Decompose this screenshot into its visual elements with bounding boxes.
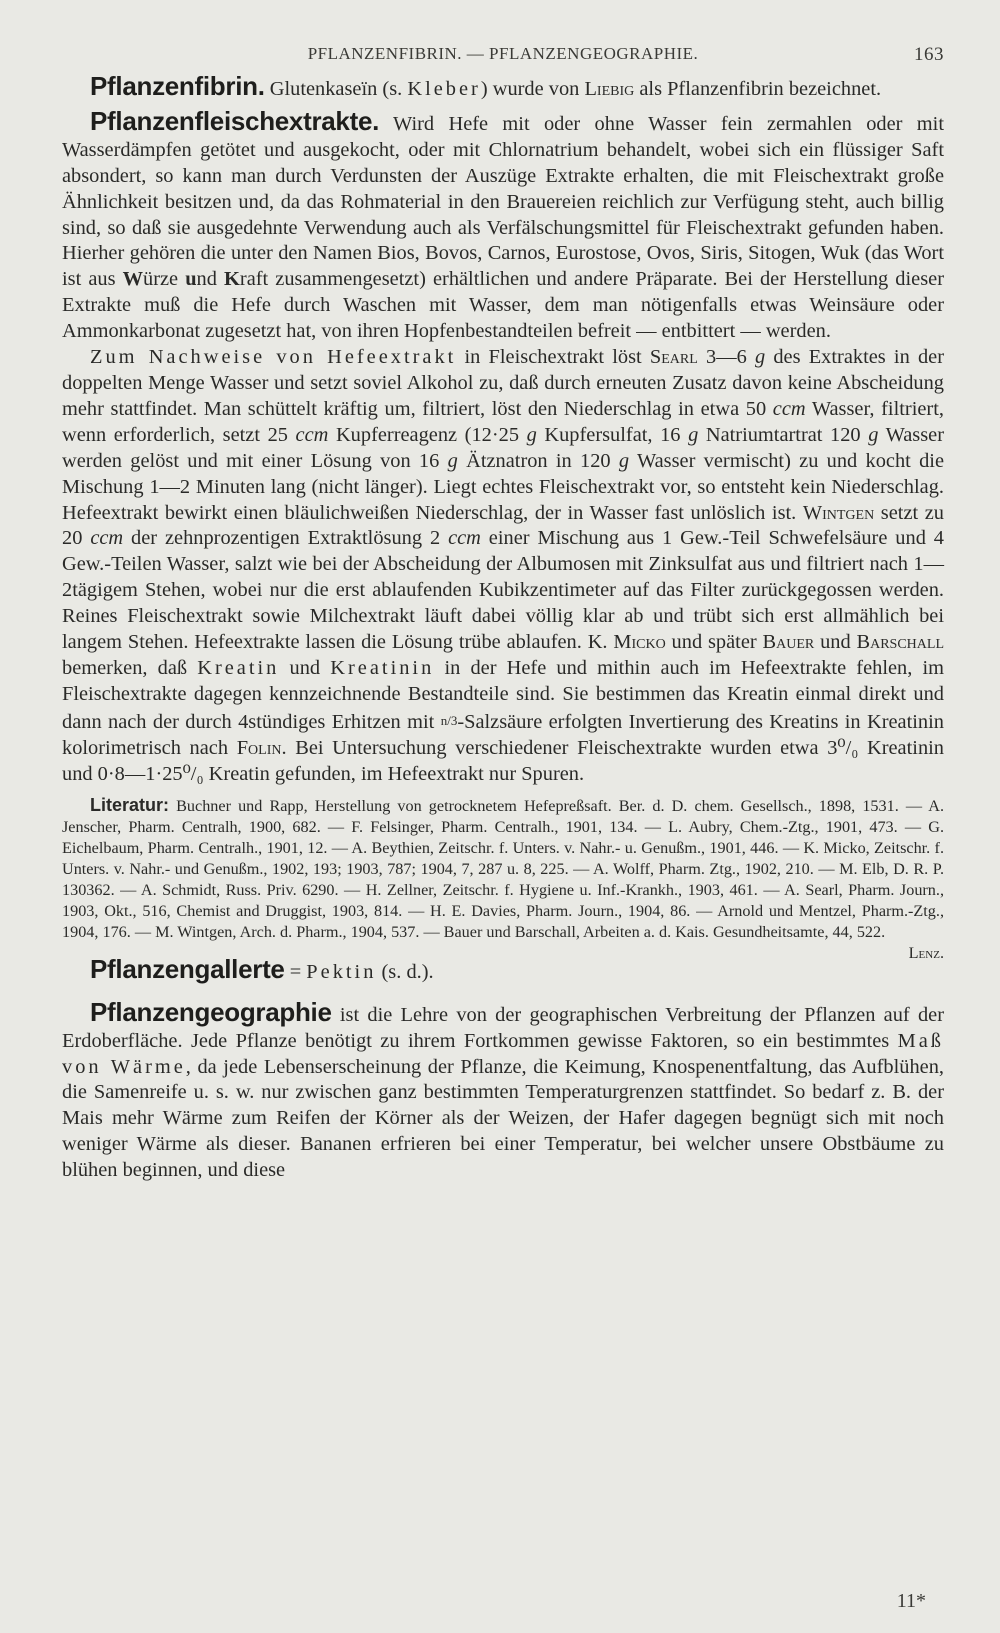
page-number: 163: [914, 44, 944, 65]
entry-pflanzenfibrin: Pflanzenfibrin. Glutenkaseïn (s. Kleber) wurde von Liebig als Pflanzenfibrin bezeichnet.: [90, 71, 882, 101]
headword-fleischextrakte: Pflanzenfleischextrakte.: [90, 105, 380, 136]
entry-geographie: Pflanzengeographie ist die Lehre von der geographischen Verbreitung der Pflanzen auf der Erdoberfläche. Jede Pflanze benötigt zu ihrem Fortkommen gewisse Faktoren, so ein bestimmtes Maß von Wärme, da jede Lebenserscheinung der Pflanze, die Keimung, Knospenentfaltung, das Aufblühen, die Samenreife u. s. w. nur zwischen ganz bestimmten Temperaturgrenzen stattfindet. So bedarf z. B. der Mais mehr Wärme zum Reifen der Körner als der Weizen, der Hafer dagegen begnügt sich mit noch weniger Wärme als dieser. Bananen erfrieren bei einer Temperatur, bei welcher unsere Obstbäume zu blühen beginnen, und diese: [62, 996, 944, 1182]
literature-label: Literatur:: [90, 795, 170, 816]
literature-references: Buchner und Rapp, Herstellung von getrocknetem Hefepreßsaft. Ber. d. D. chem. Gesellsch., 1898, 1531. — A. Jenscher, Pharm. Centralh, 1900, 682. — F. Felsinger, Pharm. Centralh., 1901, 134. — L. Aubry, Chem.-Ztg., 1901, 473. — G. Eichelbaum, Pharm. Centralh., 1901, 12. — A. Beythien, Zeitschr. f. Unters. v. Nahr.- u. Genußm., 1901, 446. — K. Micko, Zeitschr. f. Unters. v. Nahr.- und Genußm., 1902, 193; 1903, 787; 1904, 7, 287 u. 8, 225. — A. Wolff, Pharm. Ztg., 1902, 210. — M. Elb, D. R. P. 130362. — A. Schmidt, Russ. Priv. 6290. — H. Zellner, Zeitschr. f. Hygiene u. Inf.-Krankh., 1903, 461. — A. Searl, Pharm. Journ., 1903, Okt., 516, Chemist and Druggist, 1903, 814. — H. E. Davies, Pharm. Journ., 1904, 86. — Arnold und Mentzel, Pharm.-Ztg., 1904, 176. — M. Wintgen, Arch. d. Pharm., 1904, 537. — Bauer und Barschall, Arbeiten a. d. Kais. Gesundheitsamte, 44, 522.: [62, 797, 944, 941]
crossref-pektin: Pektin: [306, 960, 377, 983]
headword-gallerte: Pflanzengallerte: [90, 953, 285, 984]
crossref-kleber: Kleber: [407, 78, 481, 100]
running-head-title: PFLANZENFIBRIN. — PFLANZENGEOGRAPHIE.: [307, 44, 699, 63]
running-head: [62, 44, 944, 74]
fraction-n-third: n/3: [440, 712, 458, 728]
headword-pflanzenfibrin: Pflanzenfibrin.: [90, 71, 265, 101]
author-liebig: Liebig: [584, 78, 635, 100]
page-text: [62, 71, 945, 1184]
entry-gallerte: Pflanzengallerte = Pektin (s. d.).: [90, 953, 434, 984]
article-author: Lenz.: [908, 943, 944, 962]
literature-block: [62, 795, 944, 962]
paragraph-nachweis: Zum Nachweise von Hefeextrakt in Fleischextrakt löst Searl 3—6 g des Extraktes in der doppelten Menge Wasser und setzt soviel Alkohol zu, daß durch erneuten Zusatz davon keine Abscheidung mehr stattfindet. Man schüttelt kräftig um, filtriert, löst den Niederschlag in etwa 50 ccm Wasser, filtriert, wenn erforderlich, setzt 25 ccm Kupferreagenz (12·25 g Kupfersulfat, 16 g Natriumtartrat 120 g Wasser werden gelöst und mit einer Lösung von 16 g Ätznatron in 120 g Wasser vermischt) zu und kocht die Mischung 1—2 Minuten lang (nicht länger). Liegt echtes Fleischextrakt vor, so entsteht kein Niederschlag. Hefeextrakt bewirkt einen bläulichweißen Niederschlag, der in Wasser fast unlöslich ist. Wintgen setzt zu 20 ccm der zehnprozentigen Extraktlösung 2 ccm einer Mischung aus 1 Gew.-Teil Schwefelsäure und 4 Gew.-Teilen Wasser, salzt wie bei der Abscheidung der Albumosen mit Zinksulfat aus und filtriert nach 1—2tägigem Stehen, wobei nur die erst ablaufenden Kubikzentimeter auf das Filter zurückgegossen werden. Reines Fleischextrakt sowie Milchextrakt läuft dabei völlig klar ab und trübt sich erst allmählich bei langem Stehen. Hefeextrakte lassen die Lösung trübe ablaufen. K. Micko und später Bauer und Barschall bemerken, daß Kreatin und Kreatinin in der Hefe und mithin auch im Hefeextrakte fehlen, im Fleischextrakte dagegen kennzeichnende Bestandteile sind. Sie bestimmen das Kreatin einmal direkt und dann nach der durch 4stündiges Erhitzen mit n/3-Salzsäure erfolgten Invertierung des Kreatins in Kreatinin kolorimetrisch nach Folin. Bei Untersuchung verschiedener Fleischextrakte wurden etwa 3⁰/₀ Kreatinin und 0·8—1·25⁰/₀ Kreatin gefunden, im Hefeextrakt nur Spuren.: [62, 346, 945, 785]
signature-mark: 11*: [896, 1590, 926, 1612]
entry-fleischextrakte: Pflanzenfleischextrakte. Wird Hefe mit oder ohne Wasser fein zermahlen oder mit Wasserdämpfen getötet und ausgekocht, oder mit Chlornatrium behandelt, wobei sich ein flüssiger Saft absondert, so kann man durch Verdunsten der Auszüge Extrakte erhalten, die mit Fleischextrakt große Ähnlichkeit besitzen und, da das Rohmaterial in den Brauereien reichlich zur Verfügung steht, auch billig sind, so daß sie ausgedehnte Verwendung auch als Verfälschungsmittel für Fleischextrakt gefunden haben. Hierher gehören die unter den Namen Bios, Bovos, Carnos, Eurostose, Ovos, Siris, Sitogen, Wuk (das Wort ist aus Würze und Kraft zusammengesetzt) erhältlichen und andere Präparate. Bei der Herstellung dieser Extrakte muß die Hefe durch Waschen mit Wasser, dem man nötigenfalls etwas Weinsäure oder Ammonkarbonat zugesetzt hat, von ihren Hopfenbestandteilen befreit — entbittert — werden.: [62, 105, 944, 343]
headword-geographie: Pflanzengeographie: [90, 996, 332, 1027]
